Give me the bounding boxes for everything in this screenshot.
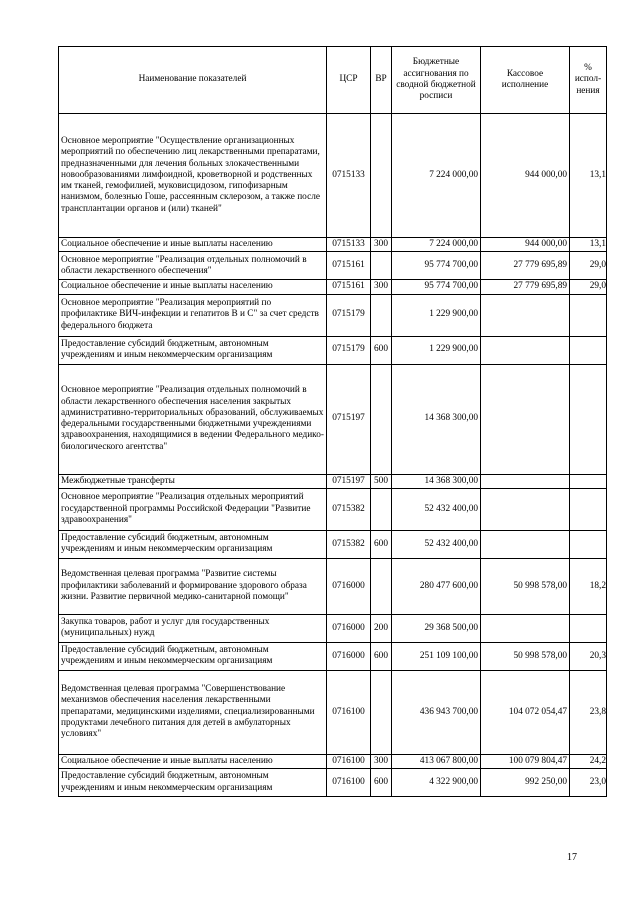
row-budget-cell: 1 229 900,00 xyxy=(392,336,481,364)
row-pct-cell xyxy=(570,474,607,488)
row-cash-cell xyxy=(481,614,570,642)
budget-execution-table xyxy=(58,46,607,797)
row-pct-cell xyxy=(570,336,607,364)
row-pct-cell: 20,3 xyxy=(570,642,607,670)
row-budget-cell: 95 774 700,00 xyxy=(392,252,481,280)
row-cash-cell xyxy=(481,294,570,336)
row-cash-cell: 27 779 695,89 xyxy=(481,280,570,294)
row-name-cell: Основное мероприятие "Реализация мероприятий по профилактике ВИЧ-инфекции и гепатитов B и C" за счет средств федерального бюджета xyxy=(59,294,327,336)
row-vr-cell: 600 xyxy=(371,642,392,670)
table-row xyxy=(59,280,607,294)
row-cash-cell: 992 250,00 xyxy=(481,769,570,797)
table-row xyxy=(59,474,607,488)
row-vr-cell xyxy=(371,114,392,238)
table-row xyxy=(59,558,607,614)
row-vr-cell xyxy=(371,558,392,614)
row-cash-cell xyxy=(481,474,570,488)
row-cash-cell: 50 998 578,00 xyxy=(481,642,570,670)
row-budget-cell: 7 224 000,00 xyxy=(392,114,481,238)
row-budget-cell: 52 432 400,00 xyxy=(392,530,481,558)
row-csr-cell: 0715179 xyxy=(327,336,371,364)
row-vr-cell: 600 xyxy=(371,769,392,797)
row-cash-cell xyxy=(481,364,570,474)
row-name-cell: Социальное обеспечение и иные выплаты населению xyxy=(59,238,327,252)
table-row xyxy=(59,364,607,474)
row-cash-cell: 104 072 054,47 xyxy=(481,670,570,754)
row-cash-cell xyxy=(481,530,570,558)
row-csr-cell: 0715382 xyxy=(327,488,371,530)
header-vr: ВР xyxy=(371,47,392,114)
row-pct-cell: 23,0 xyxy=(570,769,607,797)
row-name-cell: Ведомственная целевая программа "Развитие системы профилактики заболеваний и формирование здорового образа жизни. Развитие первичной медико-санитарной помощи" xyxy=(59,558,327,614)
table-row xyxy=(59,642,607,670)
table-row xyxy=(59,252,607,280)
table-row xyxy=(59,530,607,558)
row-csr-cell: 0716000 xyxy=(327,558,371,614)
row-name-cell: Социальное обеспечение и иные выплаты населению xyxy=(59,280,327,294)
row-cash-cell: 100 079 804,47 xyxy=(481,754,570,768)
row-csr-cell: 0715161 xyxy=(327,252,371,280)
row-vr-cell xyxy=(371,364,392,474)
row-name-cell: Предоставление субсидий бюджетным, автономным учреждениям и иным некоммерческим организациям xyxy=(59,769,327,797)
row-name-cell: Предоставление субсидий бюджетным, автономным учреждениям и иным некоммерческим организациям xyxy=(59,530,327,558)
table-row xyxy=(59,114,607,238)
header-cash: Кассовое исполнение xyxy=(481,47,570,114)
row-csr-cell: 0715197 xyxy=(327,364,371,474)
row-pct-cell: 13,1 xyxy=(570,114,607,238)
table-row xyxy=(59,754,607,768)
row-vr-cell xyxy=(371,252,392,280)
row-name-cell: Ведомственная целевая программа "Совершенствование механизмов обеспечения населения лекарственными препаратами, медицинскими изделиями, специализированными продуктами лечебного питания для детей в амбулаторных условиях" xyxy=(59,670,327,754)
row-csr-cell: 0716100 xyxy=(327,670,371,754)
row-vr-cell: 600 xyxy=(371,530,392,558)
row-pct-cell xyxy=(570,488,607,530)
row-budget-cell: 1 229 900,00 xyxy=(392,294,481,336)
table-row xyxy=(59,769,607,797)
row-budget-cell: 436 943 700,00 xyxy=(392,670,481,754)
row-budget-cell: 7 224 000,00 xyxy=(392,238,481,252)
row-pct-cell xyxy=(570,614,607,642)
row-pct-cell: 29,0 xyxy=(570,252,607,280)
row-vr-cell: 300 xyxy=(371,280,392,294)
row-name-cell: Основное мероприятие "Реализация отдельных полномочий в области лекарственного обеспечения населения закрытых административно-территориальных образований, обслуживаемых федеральными государственными бюджетными учреждениями здравоохранения, находящимися в ведении Федерального медико-биологического агентства" xyxy=(59,364,327,474)
table-row xyxy=(59,614,607,642)
row-csr-cell: 0716100 xyxy=(327,754,371,768)
row-budget-cell: 52 432 400,00 xyxy=(392,488,481,530)
row-vr-cell: 500 xyxy=(371,474,392,488)
table-row xyxy=(59,294,607,336)
row-vr-cell: 300 xyxy=(371,238,392,252)
header-csr: ЦСР xyxy=(327,47,371,114)
row-budget-cell: 14 368 300,00 xyxy=(392,364,481,474)
row-cash-cell: 50 998 578,00 xyxy=(481,558,570,614)
row-pct-cell: 29,0 xyxy=(570,280,607,294)
row-budget-cell: 4 322 900,00 xyxy=(392,769,481,797)
row-name-cell: Предоставление субсидий бюджетным, автономным учреждениям и иным некоммерческим организациям xyxy=(59,336,327,364)
row-name-cell: Закупка товаров, работ и услуг для государственных (муниципальных) нужд xyxy=(59,614,327,642)
table-row xyxy=(59,336,607,364)
table-row xyxy=(59,670,607,754)
row-cash-cell: 27 779 695,89 xyxy=(481,252,570,280)
row-csr-cell: 0715197 xyxy=(327,474,371,488)
row-csr-cell: 0715133 xyxy=(327,114,371,238)
row-csr-cell: 0715133 xyxy=(327,238,371,252)
row-csr-cell: 0715161 xyxy=(327,280,371,294)
row-name-cell: Межбюджетные трансферты xyxy=(59,474,327,488)
row-budget-cell: 280 477 600,00 xyxy=(392,558,481,614)
row-csr-cell: 0715382 xyxy=(327,530,371,558)
row-budget-cell: 14 368 300,00 xyxy=(392,474,481,488)
row-budget-cell: 29 368 500,00 xyxy=(392,614,481,642)
row-csr-cell: 0715179 xyxy=(327,294,371,336)
header-budget: Бюджетные ассигнования по сводной бюджетной росписи xyxy=(392,47,481,114)
row-vr-cell: 200 xyxy=(371,614,392,642)
row-pct-cell: 24,2 xyxy=(570,754,607,768)
header-pct: % испол-нения xyxy=(570,47,607,114)
row-name-cell: Социальное обеспечение и иные выплаты населению xyxy=(59,754,327,768)
row-budget-cell: 413 067 800,00 xyxy=(392,754,481,768)
row-pct-cell xyxy=(570,364,607,474)
row-vr-cell xyxy=(371,294,392,336)
header-name: Наименование показателей xyxy=(59,47,327,114)
row-cash-cell: 944 000,00 xyxy=(481,114,570,238)
page-number: 17 xyxy=(567,852,577,863)
row-pct-cell xyxy=(570,530,607,558)
table-body xyxy=(59,114,607,797)
row-vr-cell: 300 xyxy=(371,754,392,768)
table-header-row xyxy=(59,47,607,114)
row-pct-cell: 18,2 xyxy=(570,558,607,614)
row-name-cell: Основное мероприятие "Реализация отдельных мероприятий государственной программы Российской Федерации "Развитие здравоохранения" xyxy=(59,488,327,530)
row-name-cell: Основное мероприятие "Реализация отдельных полномочий в области лекарственного обеспечения" xyxy=(59,252,327,280)
row-cash-cell xyxy=(481,336,570,364)
row-vr-cell: 600 xyxy=(371,336,392,364)
row-csr-cell: 0716100 xyxy=(327,769,371,797)
row-cash-cell: 944 000,00 xyxy=(481,238,570,252)
row-csr-cell: 0716000 xyxy=(327,614,371,642)
row-budget-cell: 251 109 100,00 xyxy=(392,642,481,670)
row-vr-cell xyxy=(371,488,392,530)
row-budget-cell: 95 774 700,00 xyxy=(392,280,481,294)
row-name-cell: Предоставление субсидий бюджетным, автономным учреждениям и иным некоммерческим организациям xyxy=(59,642,327,670)
row-cash-cell xyxy=(481,488,570,530)
row-vr-cell xyxy=(371,670,392,754)
row-csr-cell: 0716000 xyxy=(327,642,371,670)
row-pct-cell: 13,1 xyxy=(570,238,607,252)
row-pct-cell xyxy=(570,294,607,336)
table-row xyxy=(59,488,607,530)
table-row xyxy=(59,238,607,252)
row-name-cell: Основное мероприятие "Осуществление организационных мероприятий по обеспечению лиц лекарственными препаратами, предназначенными для лечения больных злокачественными новообразованиями лимфоидной, кроветворной и родственных им тканей, гемофилией, муковисцидозом, гипофизарным нанизмом, болезнью Гоше, рассеянным склерозом, а также после трансплантации органов и (или) тканей" xyxy=(59,114,327,238)
row-pct-cell: 23,8 xyxy=(570,670,607,754)
